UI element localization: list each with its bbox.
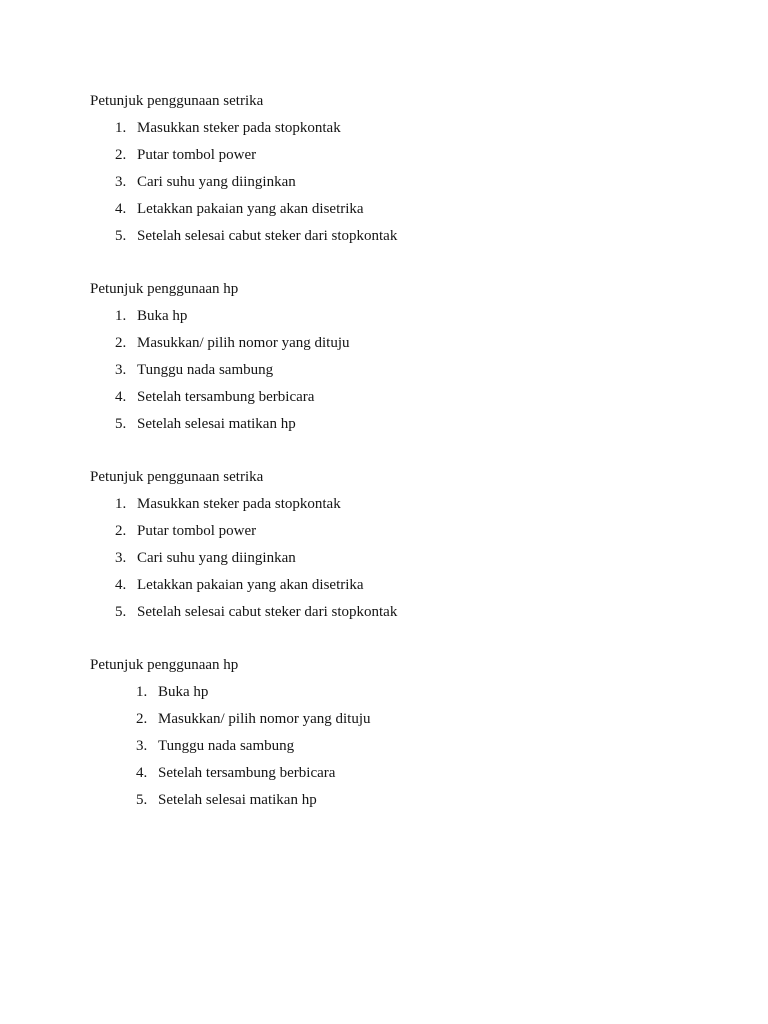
- section-title: Petunjuk penggunaan hp: [90, 657, 239, 673]
- list-item: [115, 572, 718, 599]
- list-item-text: Setelah selesai cabut steker dari stopkontak: [137, 604, 398, 620]
- list-item-number: 2.: [115, 335, 127, 351]
- section-title: Petunjuk penggunaan setrika: [90, 469, 264, 485]
- list-item: [115, 115, 718, 142]
- list-item-number: 3.: [115, 362, 127, 378]
- list-item-text: Setelah selesai cabut steker dari stopkontak: [137, 228, 398, 244]
- list-item-number: 1.: [115, 308, 127, 324]
- list-item: [115, 545, 718, 572]
- list-item-number: 4.: [115, 389, 127, 405]
- list-item-text: Masukkan steker pada stopkontak: [137, 496, 341, 512]
- list-item: [136, 760, 718, 787]
- list-item-number: 2.: [115, 523, 127, 539]
- list-item-text: Buka hp: [158, 684, 209, 700]
- document-content: [90, 88, 718, 840]
- list-item-number: 5.: [115, 228, 127, 244]
- list-item-text: Setelah tersambung berbicara: [137, 389, 315, 405]
- list-item-text: Setelah tersambung berbicara: [158, 765, 336, 781]
- list-item: [136, 787, 718, 814]
- list-item-text: Masukkan/ pilih nomor yang dituju: [137, 335, 350, 351]
- list-item: [136, 733, 718, 760]
- list-item-text: Letakkan pakaian yang akan disetrika: [137, 201, 364, 217]
- list-item: [136, 706, 718, 733]
- list-item-number: 3.: [115, 550, 127, 566]
- list-item-number: 1.: [136, 684, 148, 700]
- list-item-text: Tunggu nada sambung: [158, 738, 295, 754]
- list-item-text: Putar tombol power: [137, 523, 257, 539]
- list-item: [115, 357, 718, 384]
- list-item-text: Cari suhu yang diinginkan: [137, 550, 296, 566]
- list-item: [115, 330, 718, 357]
- list-item-text: Setelah selesai matikan hp: [137, 416, 296, 432]
- list-item-text: Masukkan steker pada stopkontak: [137, 120, 341, 136]
- list-item-number: 1.: [115, 120, 127, 136]
- instruction-section: [90, 652, 718, 814]
- list-item-number: 3.: [136, 738, 148, 754]
- list-item: [115, 303, 718, 330]
- list-item-text: Tunggu nada sambung: [137, 362, 274, 378]
- list-item-number: 4.: [136, 765, 148, 781]
- instruction-list: [90, 115, 718, 250]
- list-item-text: Putar tombol power: [137, 147, 257, 163]
- list-item-number: 2.: [136, 711, 148, 727]
- list-item-text: Masukkan/ pilih nomor yang dituju: [158, 711, 371, 727]
- list-item-number: 5.: [115, 416, 127, 432]
- list-item: [115, 223, 718, 250]
- list-item: [115, 518, 718, 545]
- section-title: Petunjuk penggunaan hp: [90, 281, 239, 297]
- list-item-number: 3.: [115, 174, 127, 190]
- list-item-number: 1.: [115, 496, 127, 512]
- list-item-text: Cari suhu yang diinginkan: [137, 174, 296, 190]
- instruction-list: [90, 303, 718, 438]
- list-item: [115, 599, 718, 626]
- list-item: [115, 411, 718, 438]
- instruction-list: [90, 491, 718, 626]
- list-item: [115, 491, 718, 518]
- instruction-section: [90, 276, 718, 438]
- list-item-text: Setelah selesai matikan hp: [158, 792, 317, 808]
- list-item: [115, 196, 718, 223]
- list-item: [136, 679, 718, 706]
- list-item: [115, 142, 718, 169]
- list-item: [115, 384, 718, 411]
- list-item-number: 2.: [115, 147, 127, 163]
- instruction-section: [90, 88, 718, 250]
- list-item-text: Buka hp: [137, 308, 188, 324]
- list-item-number: 5.: [136, 792, 148, 808]
- list-item-number: 4.: [115, 201, 127, 217]
- instruction-list: [90, 679, 718, 814]
- list-item-text: Letakkan pakaian yang akan disetrika: [137, 577, 364, 593]
- list-item-number: 4.: [115, 577, 127, 593]
- list-item: [115, 169, 718, 196]
- instruction-section: [90, 464, 718, 626]
- section-title: Petunjuk penggunaan setrika: [90, 93, 264, 109]
- list-item-number: 5.: [115, 604, 127, 620]
